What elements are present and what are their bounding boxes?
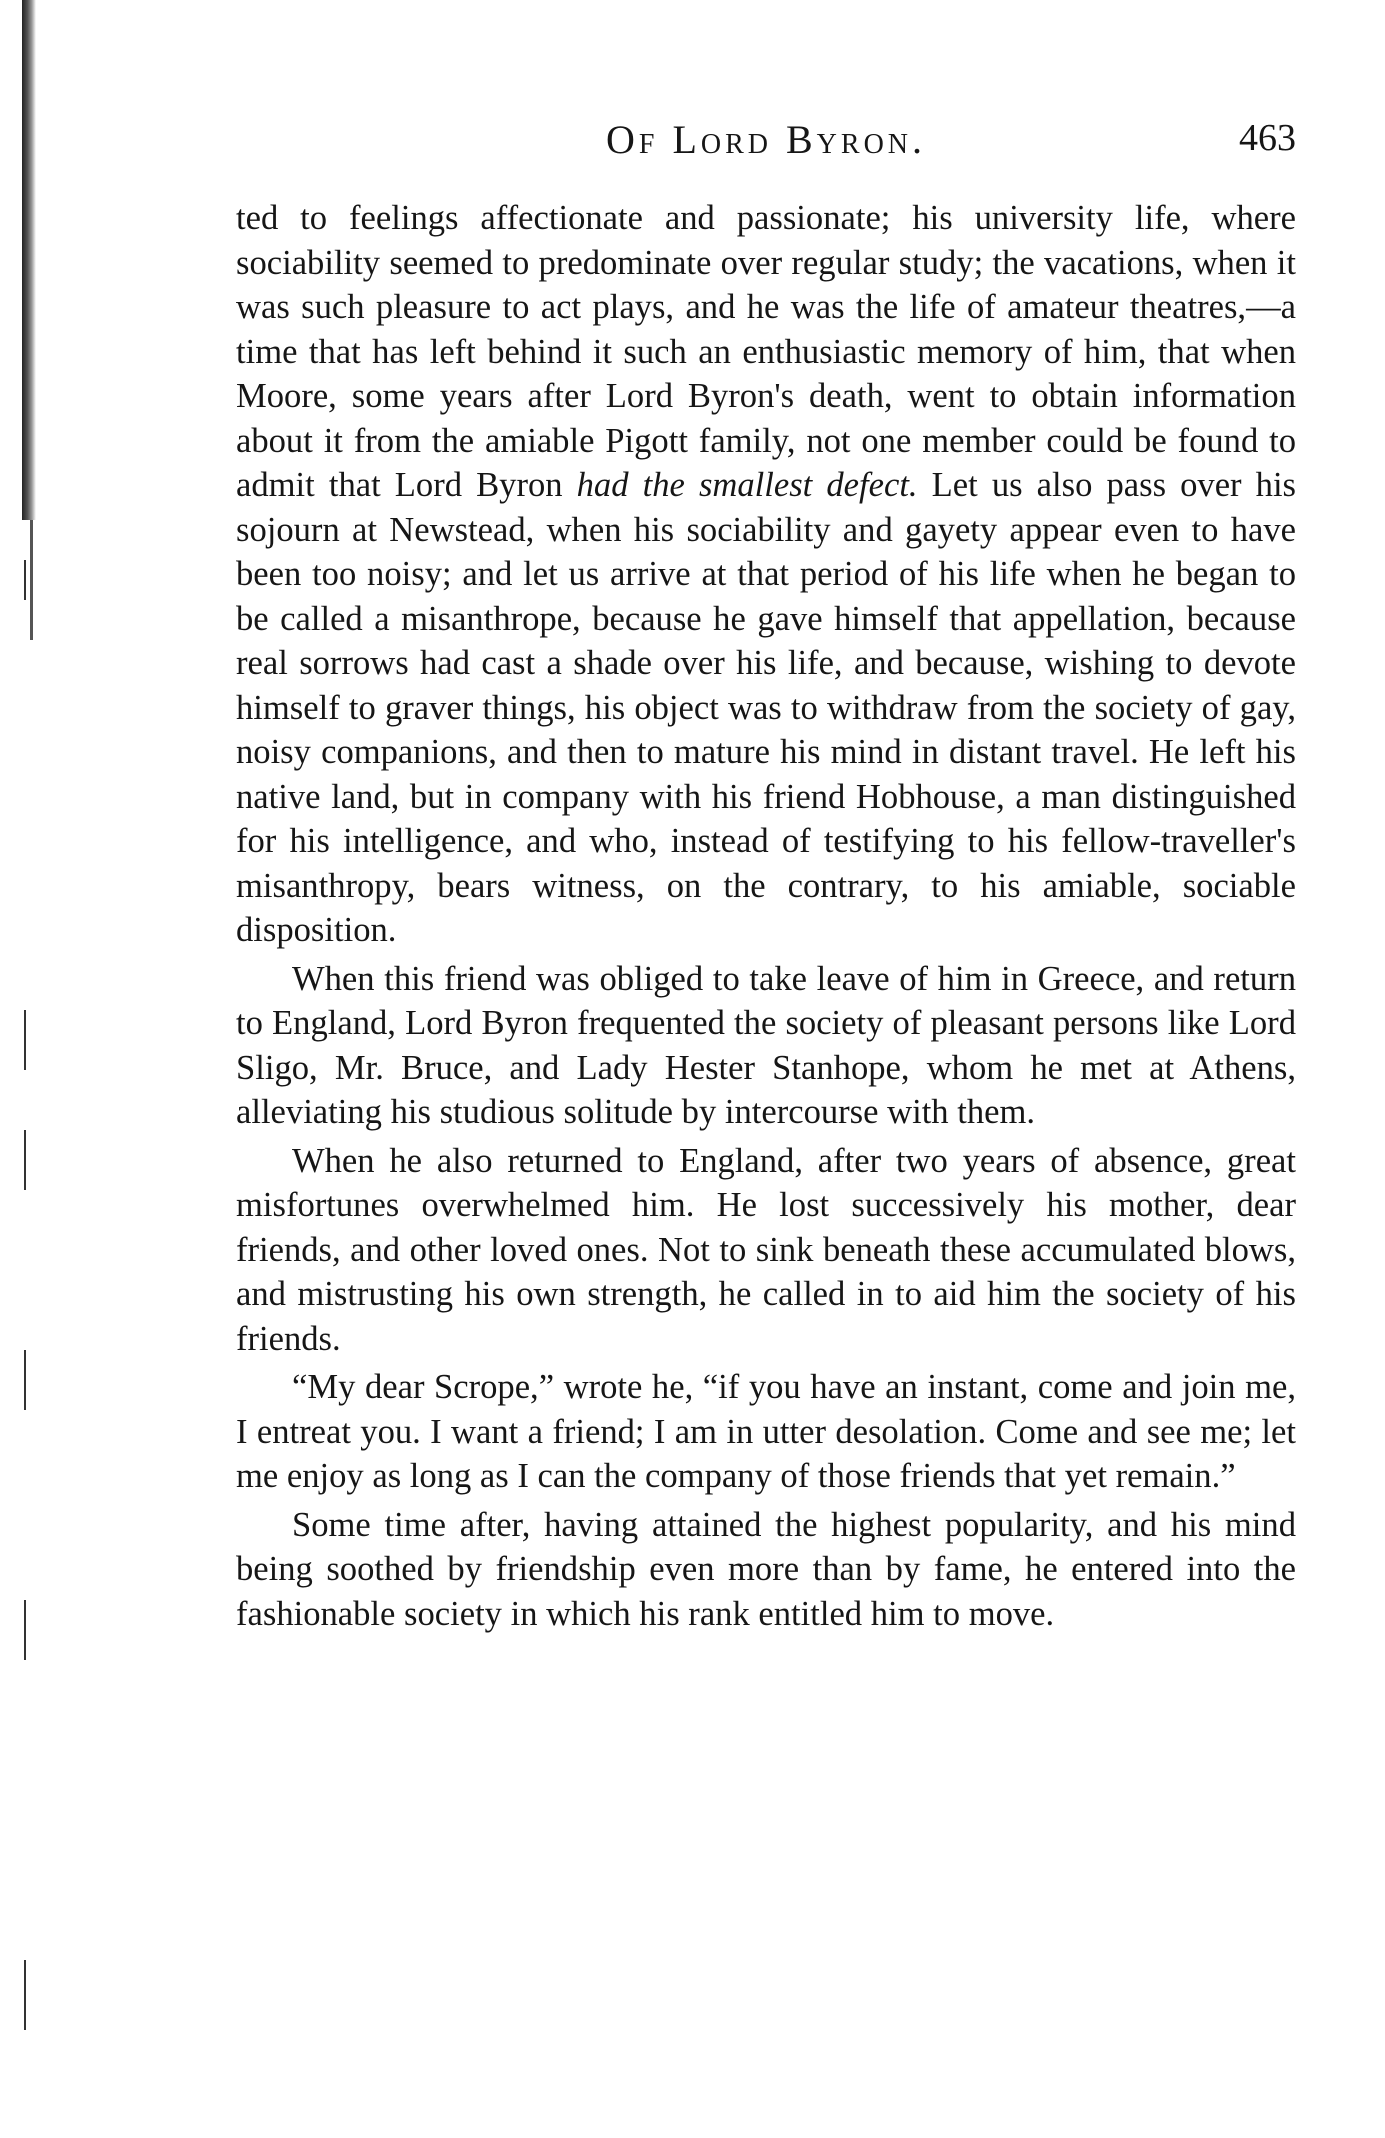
- binding-line: [30, 520, 33, 640]
- binding-mark: [24, 1010, 26, 1070]
- paragraph-1-text-b: Let us also pass over his sojourn at Newstead, when his sociability and gayety appear even to have been too noisy; and let us arrive at that period of his life when he began to be called a misanthrope, because he gave himself that appellation, because real sorrows had cast a shade over his life, and because, wishing to devote himself to graver things, his object was to withdraw from the society of gay, noisy companions, and then to mature his mind in distant travel. He left his native land, but in company with his friend Hobhouse, a man distinguished for his intelligence, and who, instead of testifying to his fellow-traveller's misanthropy, bears witness, on the contrary, to his amiable, sociable disposition.: [236, 466, 1297, 949]
- paragraph-3: When he also returned to England, after two years of absence, great misfortunes overwhelmed him. He lost successively his mother, dear friends, and other loved ones. Not to sink beneath these accumulated blows, and mistrusting his own strength, he called in to aid him the society of his friends.: [236, 1141, 1296, 1358]
- binding-shadow: [22, 0, 36, 520]
- paragraph-5: Some time after, having attained the highest popularity, and his mind being soothed by friendship even more than by fame, he entered into the fashionable society in which his rank entitled him to move.: [236, 1505, 1296, 1633]
- binding-mark: [24, 1600, 26, 1660]
- page-body: [236, 196, 1296, 1636]
- binding-mark: [24, 1350, 26, 1410]
- paragraph-1: [236, 196, 1296, 953]
- binding-mark: [24, 560, 26, 600]
- page-binding-edge: [0, 0, 48, 2138]
- paragraph-1-italic: had the smallest defect.: [576, 466, 918, 504]
- binding-mark: [24, 1130, 26, 1190]
- running-title: Of Lord Byron.: [605, 117, 927, 162]
- paragraph-4: “My dear Scrope,” wrote he, “if you have an instant, come and join me, I entreat you. I want a friend; I am in utter desolation. Come and see me; let me enjoy as long as I can the company of those friends that yet remain.”: [236, 1368, 1296, 1495]
- paragraph-2: When this friend was obliged to take leave of him in Greece, and return to England, Lord Byron frequented the society of pleasant persons like Lord Sligo, Mr. Bruce, and Lady Hester Stanhope, whom he met at Athens, alleviating his studious solitude by intercourse with them.: [236, 959, 1296, 1131]
- binding-mark: [24, 1960, 26, 2030]
- running-head: [236, 116, 1296, 176]
- page-number: 463: [1239, 117, 1296, 159]
- paragraph-1-text-a: ted to feelings affectionate and passionate; his university life, where sociability seemed to predominate over regular study; the vacations, when it was such pleasure to act plays, and he was the life of amateur theatres,—a time that has left behind it such an enthusiastic memory of him, that when Moore, some years after Lord Byron's death, went to obtain information about it from the amiable Pigott family, not one member could be found to admit that Lord Byron: [236, 199, 1296, 504]
